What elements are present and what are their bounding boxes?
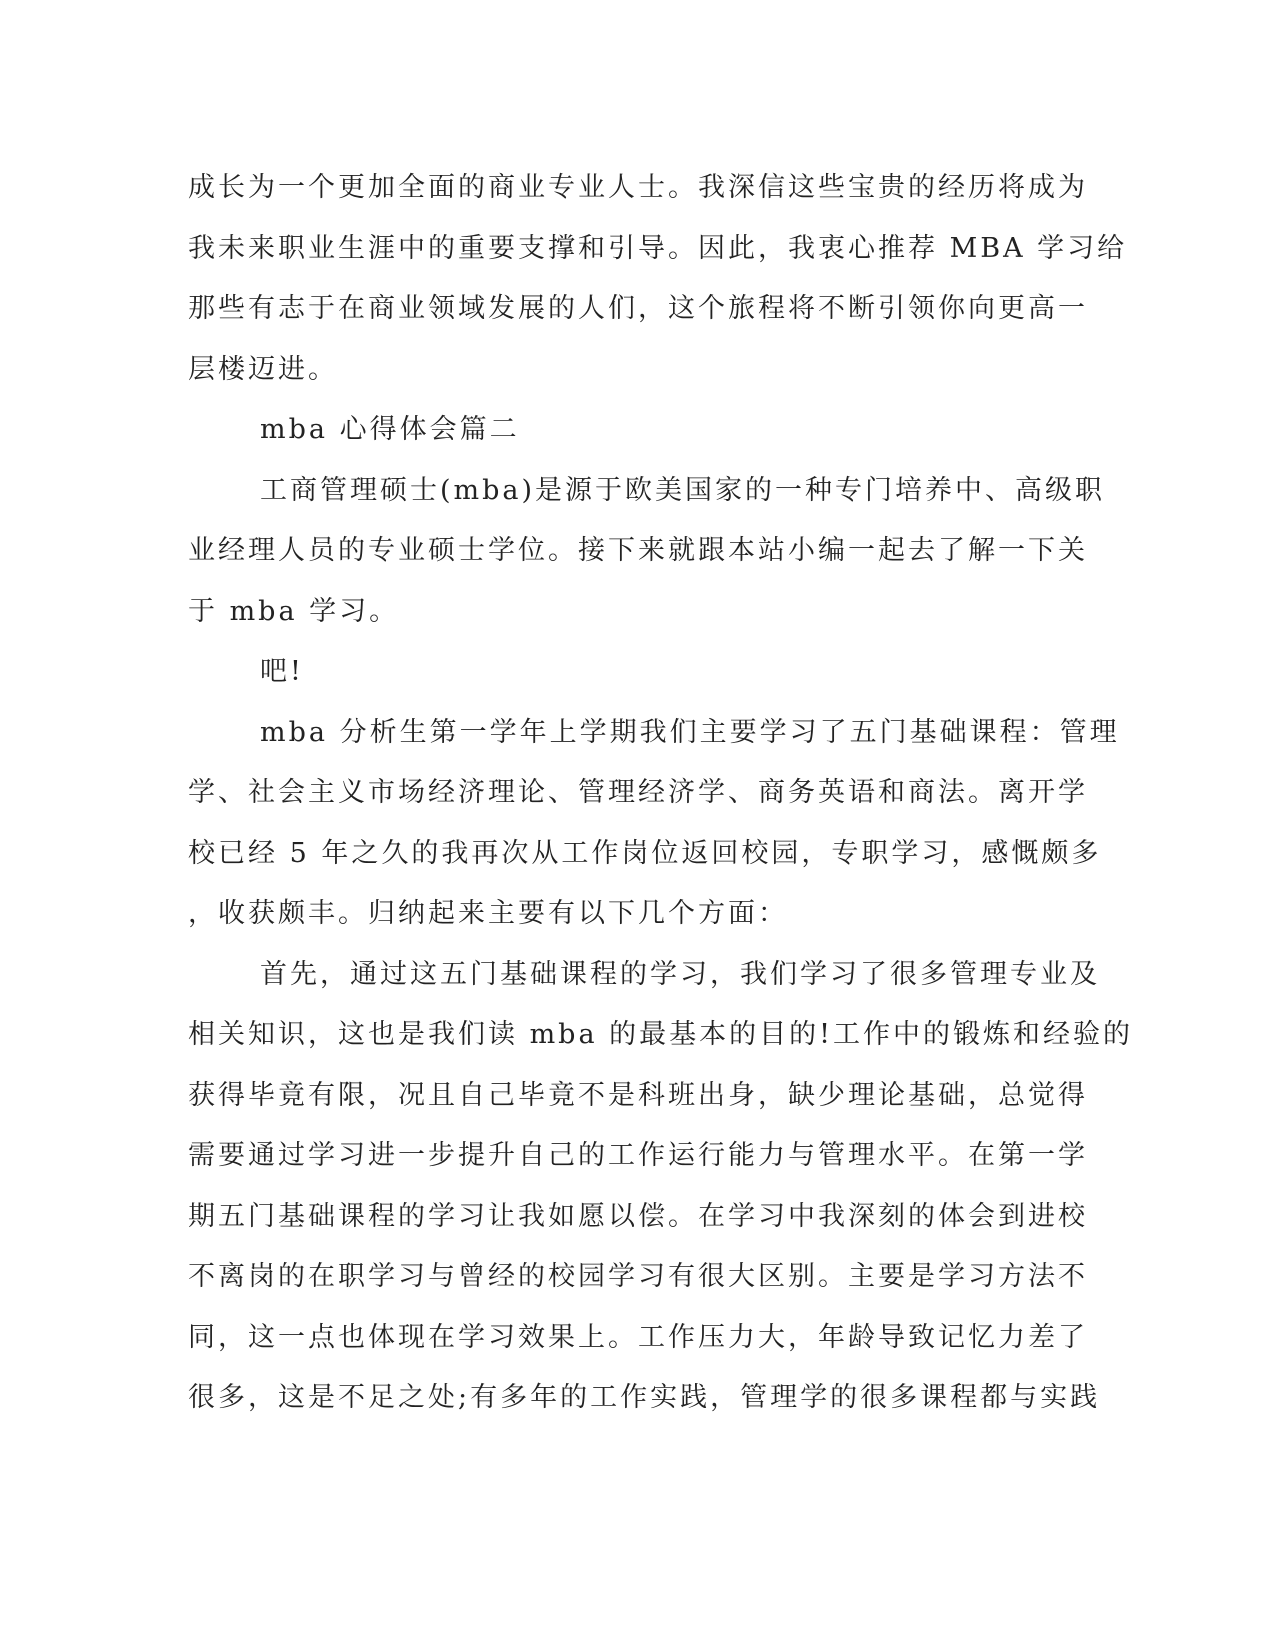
text-line: 需要通过学习进一步提升自己的工作运行能力与管理水平。在第一学 [188,1140,1088,1171]
text-line: 学、社会主义市场经济理论、管理经济学、商务英语和商法。离开学 [188,777,1088,808]
text-line: 期五门基础课程的学习让我如愿以偿。在学习中我深刻的体会到进校 [188,1200,1088,1232]
text-line: 获得毕竟有限，况且自己毕竟不是科班出身，缺少理论基础，总觉得 [188,1079,1088,1111]
text-line: 校已经 5 年之久的我再次从工作岗位返回校园，专职学习，感慨颇多 [188,837,1102,869]
text-line: 首先，通过这五门基础课程的学习，我们学习了很多管理专业及 [260,958,1100,990]
text-line: 成长为一个更加全面的商业专业人士。我深信这些宝贵的经历将成为 [188,172,1088,203]
text-line: 业经理人员的专业硕士学位。接下来就跟本站小编一起去了解一下关 [188,535,1088,566]
text-line: mba 心得体会篇二 [260,414,520,445]
text-line: 同，这一点也体现在学习效果上。工作压力大，年龄导致记忆力差了 [188,1321,1088,1353]
text-line: 很多，这是不足之处;有多年的工作实践，管理学的很多课程都与实践 [188,1382,1101,1413]
text-line: 相关知识，这也是我们读 mba 的最基本的目的!工作中的锻炼和经验的 [188,1019,1133,1050]
text-line: 我未来职业生涯中的重要支撑和引导。因此，我衷心推荐 MBA 学习给 [188,232,1128,264]
text-line: 不离岗的在职学习与曾经的校园学习有很大区别。主要是学习方法不 [188,1261,1088,1292]
document-body [188,158,1133,1429]
text-line: 那些有志于在商业领域发展的人们，这个旅程将不断引领你向更高一 [188,293,1088,324]
text-line: mba 分析生第一学年上学期我们主要学习了五门基础课程：管理 [260,716,1120,748]
text-line: ，收获颇丰。归纳起来主要有以下几个方面： [188,898,788,929]
text-line: 于 mba 学习。 [188,595,400,627]
text-line: 工商管理硕士(mba)是源于欧美国家的一种专门培养中、高级职 [260,474,1106,506]
text-line: 吧! [260,656,304,687]
text-line: 层楼迈进。 [188,353,338,385]
